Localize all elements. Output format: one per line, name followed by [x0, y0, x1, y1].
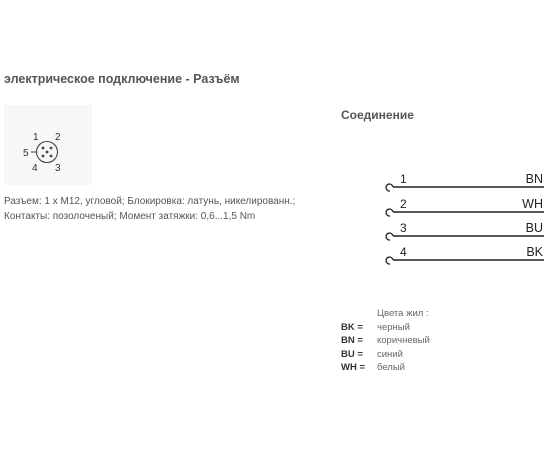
- legend-row: [341, 348, 430, 362]
- wire-row: [386, 197, 544, 216]
- wire-terminal-1: [386, 184, 393, 191]
- legend-code: WH =: [341, 362, 366, 373]
- wire-code-4: BK: [526, 245, 543, 259]
- pin-1-contact: [42, 147, 45, 150]
- wire-code-1: BN: [525, 172, 543, 186]
- legend-name: коричневый: [377, 335, 430, 346]
- wire-row: [386, 172, 544, 191]
- wire-code-2: WH: [522, 197, 543, 211]
- pin-label-4: 4: [32, 163, 38, 174]
- legend-name: черный: [377, 321, 410, 333]
- legend-row: [341, 361, 430, 375]
- legend-code: BN =: [341, 335, 363, 346]
- wire-number-3: 3: [400, 221, 407, 235]
- pin-label-3: 3: [55, 163, 61, 174]
- pin-label-1: 1: [33, 132, 39, 143]
- legend-name: синий: [377, 348, 403, 360]
- pin-label-5: 5: [23, 148, 29, 159]
- connector-description: Разъем: 1 x M12, угловой; Блокировка: латунь, никелированн.; Контакты: позолоченый; Момент затяжки: 0,6...1,5 Nm: [4, 196, 296, 222]
- pin-2-contact: [50, 147, 53, 150]
- wire-terminal-3: [386, 233, 393, 240]
- section-title: электрическое подключение - Разъём: [4, 72, 240, 86]
- legend-row: [341, 321, 430, 335]
- legend-heading: Цвета жил :: [377, 308, 429, 319]
- legend-heading-row: [341, 307, 430, 321]
- legend-code: BK =: [341, 321, 363, 333]
- wire-terminal-4: [386, 257, 393, 264]
- wire-row: [386, 221, 544, 240]
- wire-number-1: 1: [400, 172, 407, 186]
- legend-name: белый: [377, 362, 405, 373]
- wire-row: [386, 245, 544, 264]
- wiring-svg: [380, 162, 545, 272]
- legend-row: [341, 334, 430, 348]
- legend-code: BU =: [341, 348, 363, 360]
- pin-5-contact: [46, 151, 49, 154]
- wire-number-4: 4: [400, 245, 407, 259]
- connection-title: Соединение: [341, 108, 414, 122]
- wiring-diagram: [380, 162, 545, 277]
- pin-4-contact: [42, 155, 45, 158]
- pin-label-2: 2: [55, 132, 61, 143]
- m12-connector-icon: [4, 105, 92, 185]
- wire-number-2: 2: [400, 197, 407, 211]
- wire-code-3: BU: [525, 221, 543, 235]
- wire-color-legend: [341, 307, 430, 375]
- wire-terminal-2: [386, 209, 393, 216]
- connector-pinout-diagram: [4, 105, 92, 185]
- pin-3-contact: [50, 155, 53, 158]
